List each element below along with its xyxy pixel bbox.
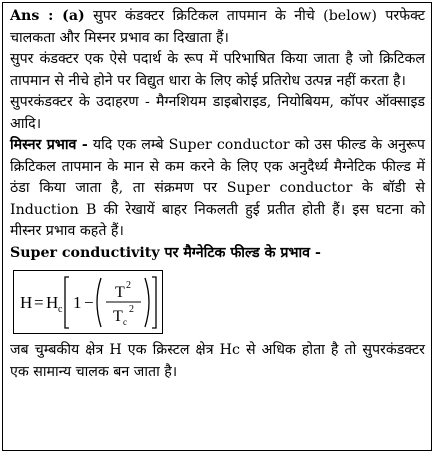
meissner-paragraph: [10, 135, 425, 243]
meissner-label: मिस्नर प्रभाव -: [10, 137, 88, 153]
formula-hc-sub: c: [58, 304, 63, 315]
formula-minus: −: [84, 293, 94, 312]
left-square-bracket: [65, 277, 69, 328]
formula-num-t: T: [115, 284, 125, 301]
formula-box: [13, 270, 163, 334]
conclusion-paragraph: जब चुम्बकीय क्षेत्र H एक क्रिस्टल क्षेत्र Hc से अधिक होता है तो सुपरकंडक्टर एक सामान्य चालक बन जाता है।: [10, 342, 425, 380]
meissner-text: यदि एक लम्बे Super conductor को उस फील्ड के अनुरूप क्रिटिकल तापमान के मान से कम करने के लिए एक अनुदैर्ध्य मैग्नेटिक फील्ड में ठंडा किया जाता है, ता संक्रमण पर Super conductor के बॉडी से Induction B की रेखायें बाहर निकलती हुई प्रतीत होती हैं। इस घटना को मीस्नर प्रभाव कहते हैं।: [10, 137, 425, 239]
examples-paragraph: सुपरकंडक्टर के उदाहरण - मैग्नशियम डाइबोराइड, नियोबियम, कॉपर ऑक्साइड आदि।: [10, 94, 425, 132]
formula-lhs: H: [20, 293, 33, 312]
left-paren: [97, 278, 101, 327]
formula-num-exp: 2: [126, 280, 131, 291]
answer-label: Ans : (a): [10, 8, 85, 24]
formula-container: [13, 270, 425, 334]
formula-equals: =: [34, 293, 44, 312]
critical-field-formula: [14, 271, 162, 333]
formula-hc: H: [46, 293, 59, 312]
formula-den-t: T: [113, 308, 123, 325]
formula-den-exp: 2: [129, 304, 134, 315]
answer-box: [2, 2, 432, 451]
right-square-bracket: [152, 277, 156, 328]
formula-den-sub: c: [123, 317, 127, 327]
answer-intro: [10, 6, 425, 49]
right-paren: [145, 278, 149, 327]
intro-text: सुपर कंडक्टर क्रिटिकल तापमान के नीचे (below) परफेक्ट चालकता और मिस्नर प्रभाव का दिखाता हैं।: [10, 8, 425, 46]
effect-heading: Super conductivity पर मैग्नेटिक फील्ड के प्रभाव -: [10, 244, 321, 261]
definition-paragraph: सुपर कंडक्टर एक ऐसे पदार्थ के रूप में परिभाषित किया जाता है जो क्रिटिकल तापमान से नीचे होने पर विद्युत धारा के लिए कोई प्रतिरोध उत्पन्न नहीं करता है।: [10, 51, 425, 89]
formula-one: 1: [73, 293, 82, 312]
